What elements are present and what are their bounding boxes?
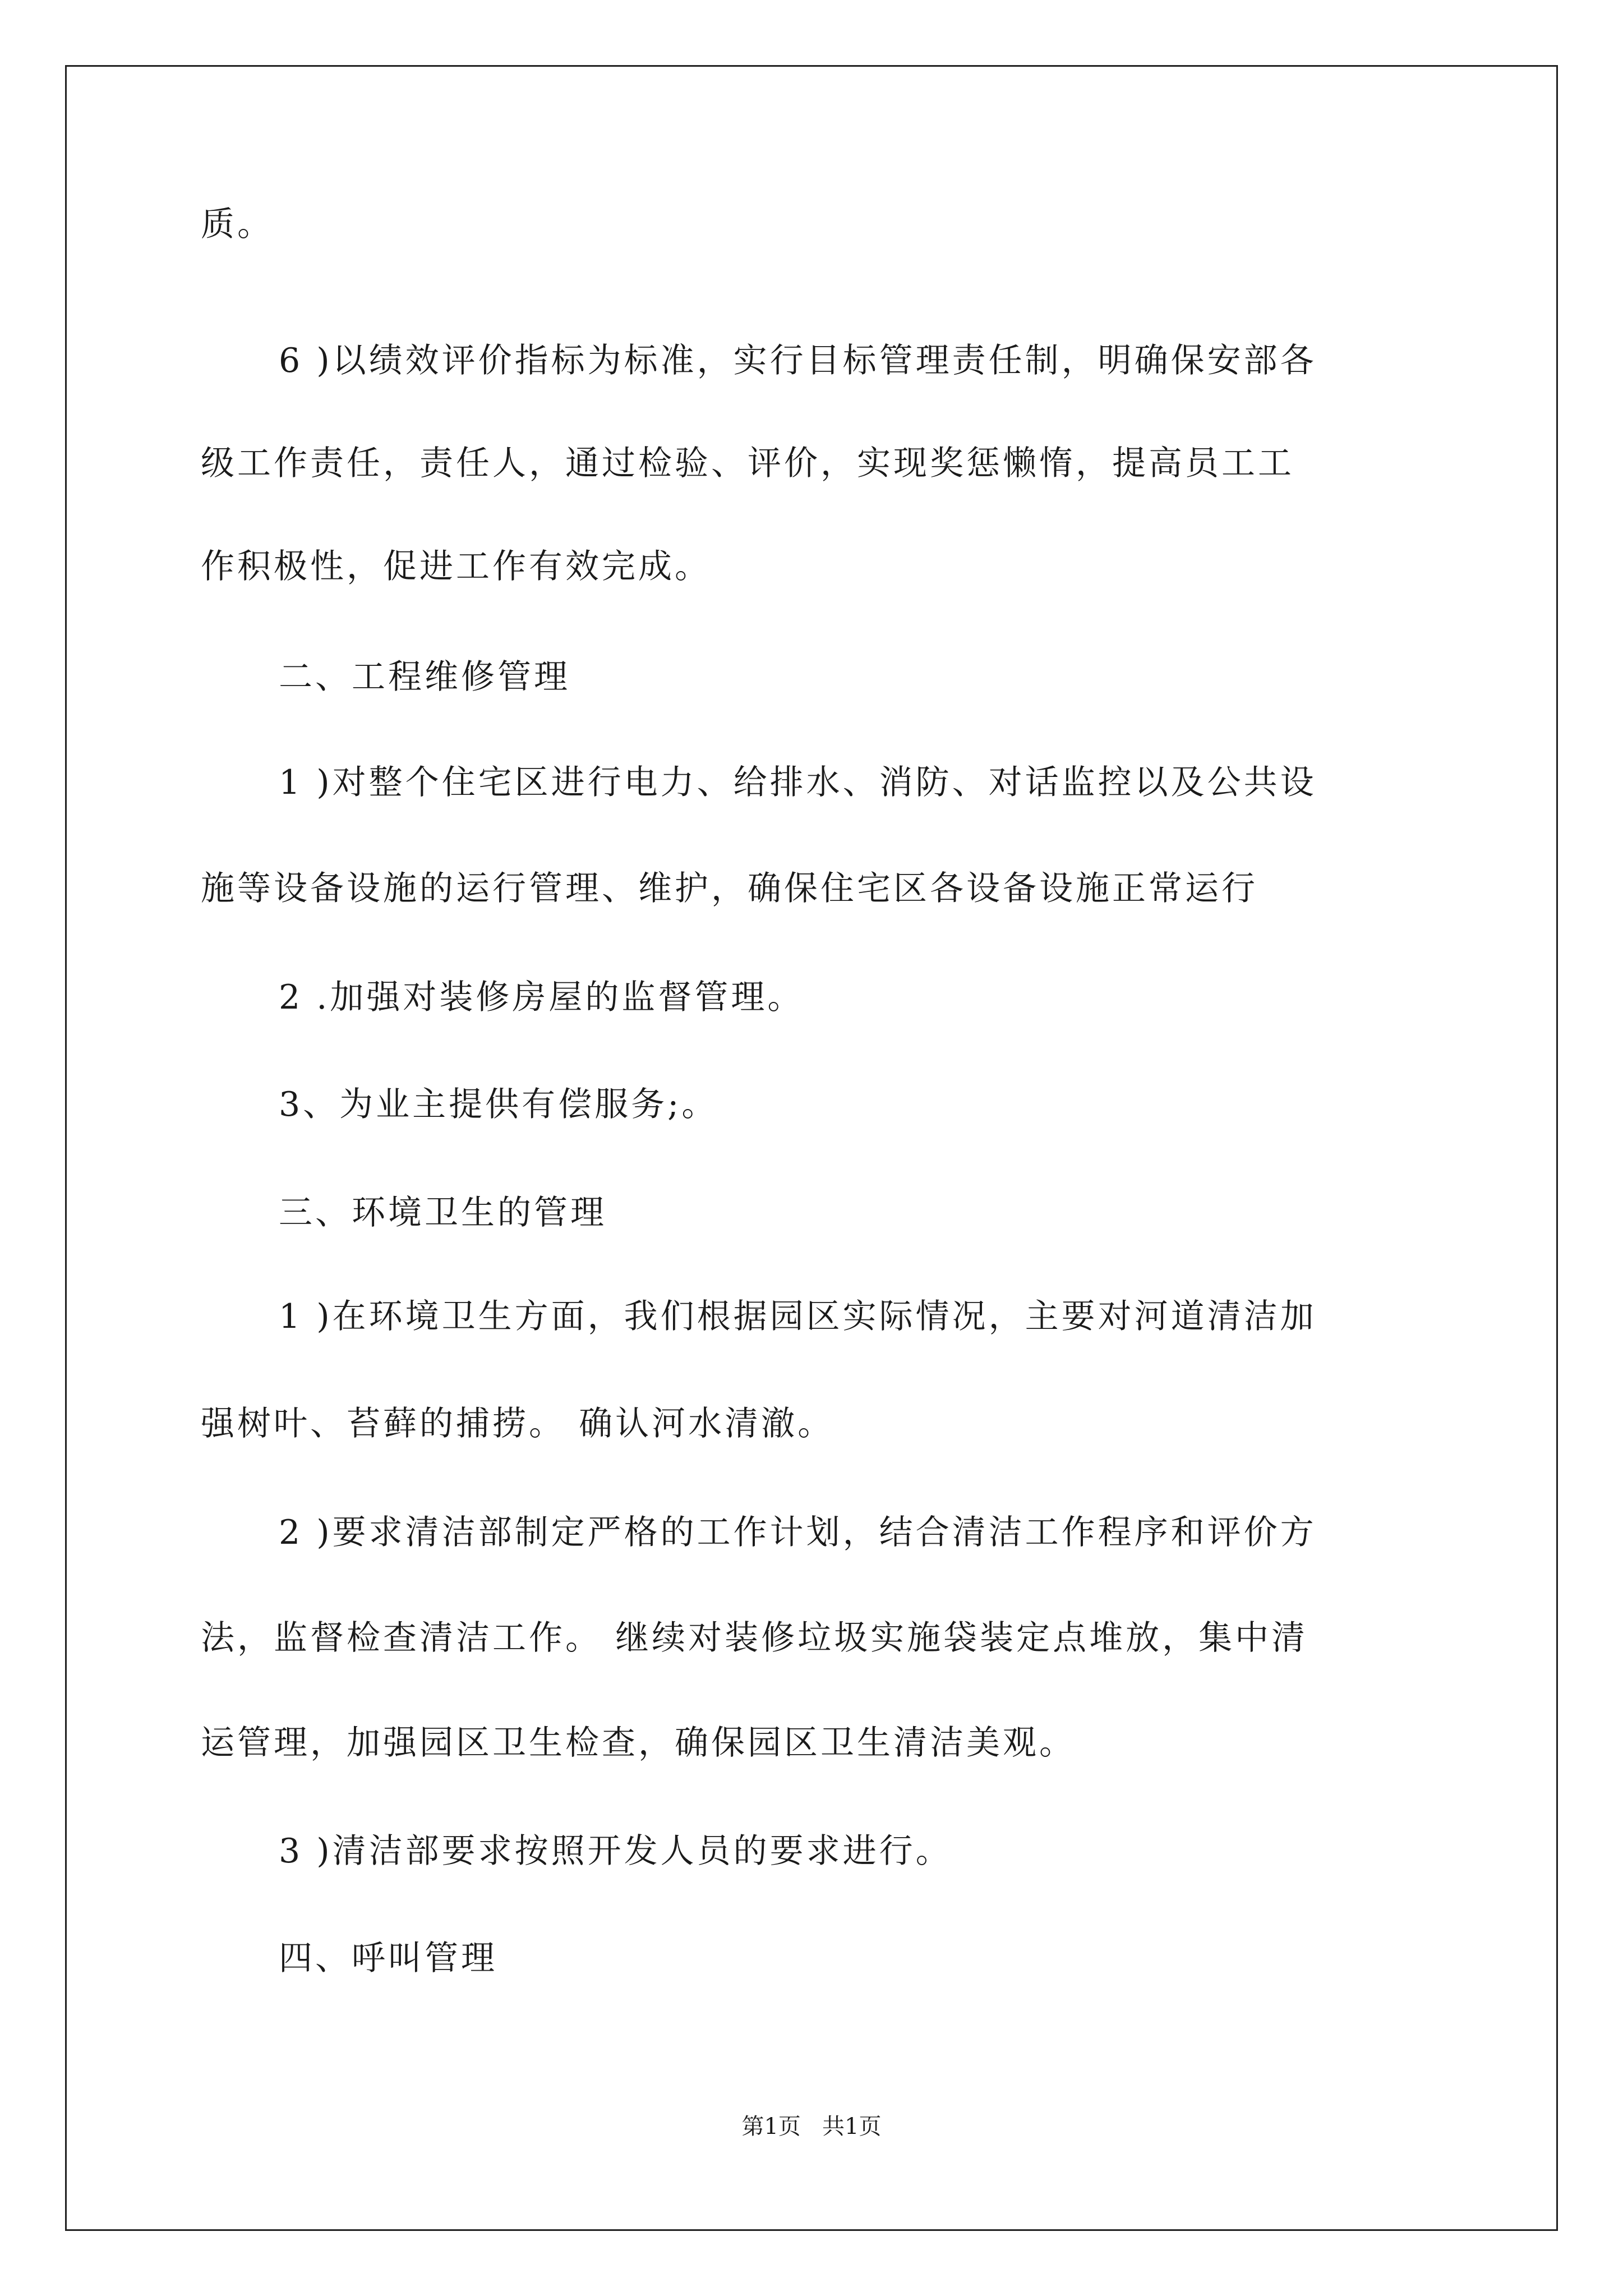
text-line: 质。: [201, 205, 274, 244]
text-line: 级工作责任，责任人，通过检验、评价，实现奖惩懒惰，提高员工工: [201, 444, 1294, 483]
section-heading: 四、呼叫管理: [279, 1939, 497, 1978]
list-item-text: 6 )以绩效评价指标为标准，实行目标管理责任制，明确保安部各: [279, 341, 1317, 380]
list-item-text: 1 )对整个住宅区进行电力、给排水、消防、对话监控以及公共设: [279, 763, 1317, 802]
text-line: 强树叶、苔藓的捕捞。 确认河水清澈。: [201, 1404, 834, 1443]
text-line: 法，监督检查清洁工作。 继续对装修垃圾实施袋装定点堆放，集中清: [201, 1618, 1308, 1658]
page-number-footer: 第1页 共1页: [741, 2114, 882, 2139]
text-line: 作积极性，促进工作有效完成。: [201, 547, 711, 586]
page-border: [65, 65, 1558, 2231]
section-heading: 三、环境卫生的管理: [279, 1193, 607, 1232]
text-line: 运管理，加强园区卫生检查，确保园区卫生清洁美观。: [201, 1723, 1076, 1763]
list-item-text: 2 )要求清洁部制定严格的工作计划，结合清洁工作程序和评价方: [279, 1513, 1317, 1552]
section-heading: 二、工程维修管理: [279, 657, 570, 697]
list-item-text: 2 .加强对装修房屋的监督管理。: [279, 978, 804, 1017]
text-line: 施等设备设施的运行管理、维护，确保住宅区各设备设施正常运行: [201, 869, 1258, 908]
list-item-text: 3、为业主提供有偿服务;。: [279, 1085, 718, 1124]
list-item-text: 3 )清洁部要求按照开发人员的要求进行。: [279, 1832, 952, 1871]
list-item-text: 1 )在环境卫生方面，我们根据园区实际情况，主要对河道清洁加: [279, 1297, 1317, 1336]
